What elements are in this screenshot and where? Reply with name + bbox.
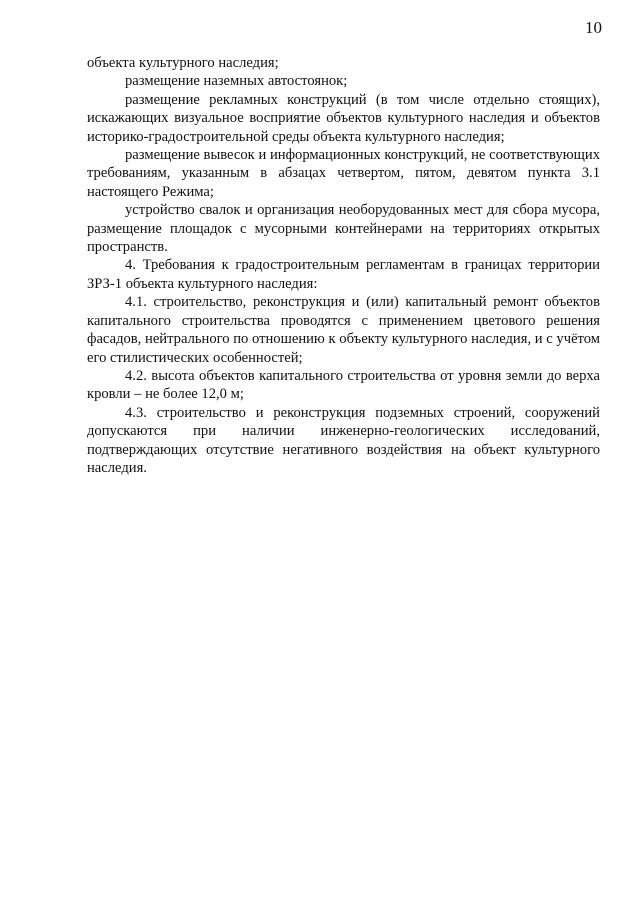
document-body xyxy=(87,54,600,477)
paragraph-waste: устройство свалок и организация необорудованных мест для сбора мусора, размещение площадок с мусорными контейнерами на территориях открытых пространств. xyxy=(87,202,600,256)
paragraph-advertising: размещение рекламных конструкций (в том числе отдельно стоящих), искажающих визуальное восприятие объектов культурного наследия и объектов историко-градостроительной среды объекта культурного наследия; xyxy=(87,91,600,145)
paragraph-signage: размещение вывесок и информационных конструкций, не соответствующих требованиям, указанным в абзацах четвертом, пятом, девятом пункта 3.1 настоящего Режима; xyxy=(87,147,600,200)
paragraph-4-3: 4.3. строительство и реконструкция подземных строений, сооружений допускаются при наличии инженерно-геологических исследований, подтверждающих отсутствие негативного воздействия на объект культурного наследия. xyxy=(87,404,600,476)
paragraph-parking: размещение наземных автостоянок; xyxy=(125,73,348,90)
paragraph-4-1: 4.1. строительство, реконструкция и (или) капитальный ремонт объектов капитального строительства проводятся с применением цветового решения фасадов, нейтрального по отношению к объекту культурного наследия, и с учётом его стилистических особенностей; xyxy=(87,294,600,366)
paragraph-continuation: объекта культурного наследия; xyxy=(87,55,279,71)
paragraph-section-4: 4. Требования к градостроительным регламентам в границах территории ЗРЗ-1 объекта культурного наследия: xyxy=(87,257,600,292)
paragraph-4-2: 4.2. высота объектов капитального строительства от уровня земли до верха кровли – не более 12,0 м; xyxy=(87,367,600,403)
page-number: 10 xyxy=(585,18,602,37)
